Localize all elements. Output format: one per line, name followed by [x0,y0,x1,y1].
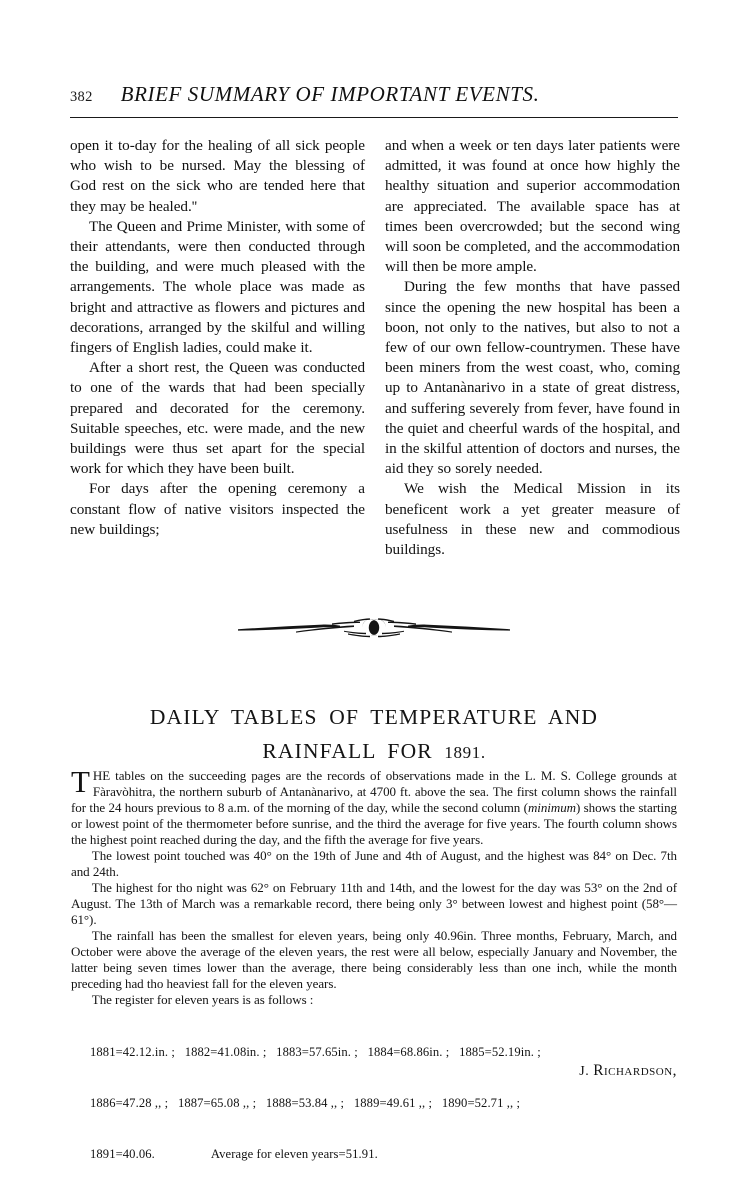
paragraph: and when a week or ten days later patients were admitted, it was found at once how highly the healthy situation and superior accommodation are appreciated. The available space has at times been overcrowded; but the second wing will soon be completed, and the accommodation will then be more ample. [385,137,680,276]
drop-cap: T [71,764,90,799]
register-year-1891: 1891=40.06. [90,1147,155,1161]
paragraph: During the few months that have passed since the opening the new hospital has been a boon, not only to the natives, but also to not a few of our own fellow-countrymen. These have been miners from the west coast, who, coming up to Antanànarivo in a state of great distress, and suffering severely from fever, have found in the quiet and cheerful wards of the hospital, and in the skilful attention of doctors and nurses, the aid they so sorely needed. [385,278,680,478]
header-rule [70,117,678,118]
rainfall-register [90,1010,680,1197]
paragraph: We wish the Medical Mission in its beneficent work a yet greater measure of usefulness in these new and commodious buildings. [385,480,680,559]
author-signature [0,1062,677,1080]
section-title-year: 1891. [444,743,486,762]
register-line [90,1146,680,1163]
running-head [70,82,678,108]
typographic-ornament-divider-icon [236,614,512,640]
register-average: Average for eleven years=51.91. [210,1147,378,1161]
paragraph: The Queen and Prime Minister, with some of their attendants, were then conducted through the building, and were much pleased with the arrangements. The whole place was made as bright and attractive as flowers and pictures and decorations, arranged by the skilful and willing fingers of English ladies, could make it. [70,217,365,357]
paragraph: open it to-day for the healing of all sick people who wish to be nursed. May the blessing of God rest on the sick who are tended here that they may be healed.'' [70,137,365,215]
paragraph-lead [71,764,677,848]
signature-surname: Richardson, [593,1062,677,1079]
paragraph: The register for eleven years is as follows : [91,992,314,1007]
section-title-line-2-text: RAINFALL FOR [262,739,433,763]
page-folio-number: 382 [70,89,93,105]
article-body [71,764,677,1008]
section-title-line-2 [70,734,678,770]
section-title-line-1: DAILY TABLES OF TEMPERATURE AND [149,705,599,729]
paragraph: The highest for tho night was 62° on February 11th and 14th, and the lowest for the day was 53° on the 2nd of August. The 13th of March was a remarkable record, there being only 3° between lowest and highest point (58°—61°). [71,880,677,927]
paragraph: For days after the opening ceremony a constant flow of native visitors inspected the new buildings; [70,480,365,538]
section-title [70,700,678,770]
right-column [385,136,680,560]
paragraph: The lowest point touched was 40° on the 19th of June and 4th of August, and the highest was 84° on Dec. 7th and 24th. [71,848,677,879]
paragraph-text: HE tables on the succeeding pages are the records of observations made in the L. M. S. College grounds at Fàravòhitra, the northern suburb of Antanànarivo, at 4700 ft. above the sea. The first column shows the rainfall for the 24 hours previous to 8 a.m. of the morning of the day, while the second column (minimum) shows the starting or lowest point of the thermometer before sunrise, and the third the average for five years. The fourth column shows the highest point reached during the day, and the fifth the average for five years. [71,768,677,847]
left-column [70,136,365,560]
running-head-title: BRIEF SUMMARY OF IMPORTANT EVENTS. [120,82,540,106]
paragraph: The rainfall has been the smallest for eleven years, being only 40.96in. Three months, February, March, and October were above the average of the eleven years, the rest were all below, especially January and November, the latter being seven times lower than the average, there being considerably less than one inch, while the month preceding had tho heaviest fall for the eleven years. [71,928,677,991]
paragraph: After a short rest, the Queen was conducted to one of the wards that had been specially prepared and decorated for the ceremony. Suitable speeches, etc. were made, and the new buildings were thus set apart for the special work for which they have been built. [70,359,365,478]
two-column-body [70,136,680,560]
section-divider [0,614,747,640]
register-line: 1886=47.28 ,, ; 1887=65.08 ,, ; 1888=53.84 ,, ; 1889=49.61 ,, ; 1890=52.71 ,, ; [90,1096,521,1110]
signature-initial: J. [579,1064,594,1079]
register-line: 1881=42.12.in. ; 1882=41.08in. ; 1883=57.65in. ; 1884=68.86in. ; 1885=52.19in. ; [90,1045,541,1059]
